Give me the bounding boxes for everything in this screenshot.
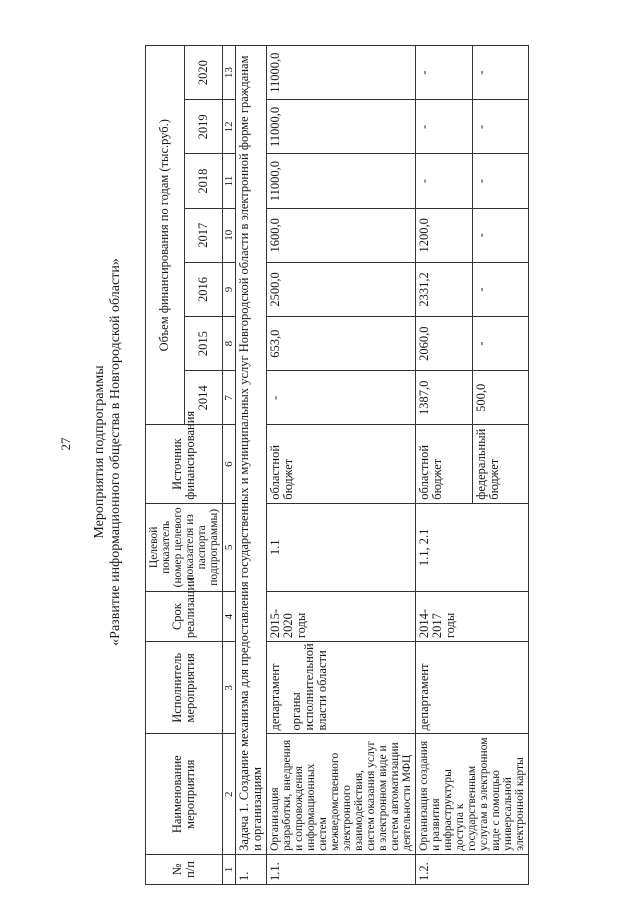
col-number: 6 [223,425,236,503]
row-name: Организация разработки, внедрения и сопровождения информационных систем межведомственного электронного взаимодействия, систем оказания услуг в электронном виде и систем автоматизации деятельности МФЦ [267,734,416,854]
row-value: 11000,0 [267,100,416,154]
task-row [236,46,267,885]
row-value: 2331,2 [416,262,473,316]
row-source: областной бюджет [267,425,416,503]
column-number-row [223,46,236,885]
row-num: 1.1. [267,854,416,884]
task-num: 1. [236,854,267,884]
col-number: 1 [223,854,236,884]
row-executor [267,642,416,734]
header-year: 2015 [184,317,223,371]
row-target: 1.1 [267,503,416,591]
col-number: 10 [223,208,236,262]
header-year: 2017 [184,208,223,262]
header-year: 2014 [184,371,223,425]
row-executor-primary: департамент [268,663,282,731]
row-value: - [472,46,529,100]
row-value: 500,0 [472,371,529,425]
measures-table-container [145,45,615,885]
row-value: 2060,0 [416,317,473,371]
col-number: 8 [223,317,236,371]
row-executor-secondary: органы исполнительной власти области [289,643,329,731]
header-target: Целевой показатель (номер целевого показателя из паспорта подпрограммы) [146,503,223,591]
page-title [92,102,124,802]
row-value: 1600,0 [267,208,416,262]
col-number: 3 [223,642,236,734]
row-value: 11000,0 [267,154,416,208]
row-name: Организация создания и развития инфраструктуры доступа к государственным услугам в электронном виде с помощью универсальной электронной карты [416,734,529,854]
col-number: 13 [223,46,236,100]
header-num: № п/п [146,854,223,884]
row-value: - [416,46,473,100]
header-funding: Объем финансирования по годам (тыс.руб.) [146,46,185,425]
col-number: 5 [223,503,236,591]
row-value: - [472,208,529,262]
title-line-2: «Развитие информационного общества в Новгородской области» [108,258,123,646]
header-year: 2019 [184,100,223,154]
header-year: 2020 [184,46,223,100]
row-value: - [267,371,416,425]
row-value: - [416,154,473,208]
col-number: 11 [223,154,236,208]
header-row-1 [146,46,185,885]
col-number: 12 [223,100,236,154]
row-value: - [472,317,529,371]
row-value: - [472,100,529,154]
row-num: 1.2. [416,854,529,884]
row-target: 1.1, 2.1 [416,503,529,591]
row-value: 2500,0 [267,262,416,316]
measures-table [145,45,529,885]
row-value: - [472,262,529,316]
task-text: Задача 1. Создание механизма для предоставления государственных и муниципальных услуг Новгородской области в электронной форме гражданам и организациям [236,46,267,855]
row-value: 11000,0 [267,46,416,100]
table-row [267,46,416,885]
col-number: 4 [223,592,236,642]
header-name: Наименование мероприятия [146,734,223,854]
table-row [416,46,473,885]
row-source: федеральный бюджет [472,425,529,503]
col-number: 7 [223,371,236,425]
row-value: 1387,0 [416,371,473,425]
header-executor: Исполнитель мероприятия [146,642,223,734]
header-year: 2016 [184,262,223,316]
row-term: 2015-2020 годы [267,592,416,642]
row-value: - [416,100,473,154]
header-year: 2018 [184,154,223,208]
header-source: Источник финансирования [146,425,223,503]
row-term: 2014-2017 годы [416,592,529,642]
header-term: Срок реализации [146,592,223,642]
row-executor: департамент [416,642,529,734]
row-source: областной бюджет [416,425,473,503]
title-line-1: Мероприятия подпрограммы [92,365,107,539]
row-value: 653,0 [267,317,416,371]
col-number: 9 [223,262,236,316]
col-number: 2 [223,734,236,854]
row-value: 1200,0 [416,208,473,262]
row-value: - [472,154,529,208]
page-number: 27 [58,437,73,451]
